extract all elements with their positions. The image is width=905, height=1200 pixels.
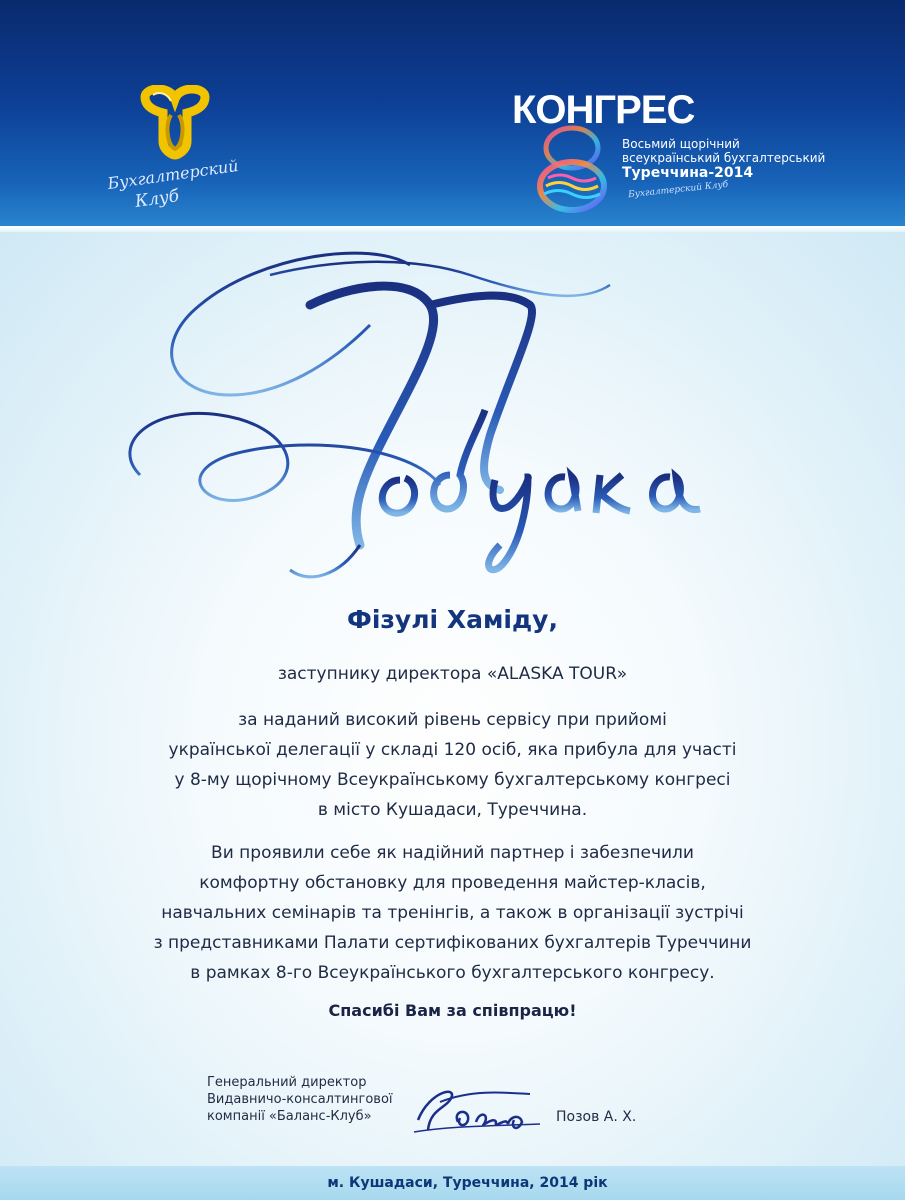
signatory-line: Генеральний директор — [207, 1075, 367, 1090]
congress-line3: Туреччина-2014 — [622, 165, 754, 181]
paragraph-line: української делегації у складі 120 осіб, яка прибула для участі — [168, 740, 737, 760]
handwritten-signature — [410, 1080, 550, 1140]
paragraph-line: в місто Кушадаси, Туреччина. — [317, 800, 588, 820]
signatory-line: компанії «Баланс-Клуб» — [207, 1109, 372, 1124]
paragraph-line: з представниками Палати сертифікованих бухгалтерів Туреччини — [153, 933, 752, 953]
signatory-title — [207, 1074, 393, 1125]
paragraph-partner — [0, 838, 905, 988]
signatory-name: Позов А. Х. — [556, 1109, 637, 1125]
footer-band — [0, 1166, 905, 1200]
paragraph-line: навчальних семінарів та тренінгів, а також в організації зустрічі — [161, 903, 744, 923]
paragraph-line: за наданий високий рівень сервісу при прийомі — [238, 710, 667, 730]
thanks-line: Спасибі Вам за співпрацю! — [328, 1001, 577, 1020]
paragraph-line: Ви проявили себе як надійний партнер і забезпечили — [211, 843, 694, 863]
club-logo-line2: Клуб — [133, 186, 181, 212]
footer-place-date: м. Кушадаси, Туреччина, 2014 рік — [327, 1175, 608, 1191]
signatory-line: Видавничо-консалтингової — [207, 1092, 393, 1107]
paragraph-line: у 8-му щорічному Всеукраїнському бухгалтерському конгресі — [174, 770, 731, 790]
recipient-position: заступнику директора «ALASKA TOUR» — [277, 664, 628, 684]
congress-line2: всеукраїнський бухгалтерський — [622, 151, 826, 165]
svg-text:8: 8 — [571, 164, 573, 165]
club-logo-line1: Бухгалтерский — [106, 155, 240, 194]
congress-line1: Восьмий щорічний — [622, 137, 740, 151]
congress-club-mark: Бухгалтерский Клуб — [627, 179, 729, 201]
recipient-name: Фізулі Хаміду, — [347, 605, 558, 634]
certificate-title — [110, 245, 730, 595]
paragraph-line: комфортну обстановку для проведення майстер-класів, — [199, 873, 706, 893]
buhgalterskiy-klub-logo — [105, 85, 255, 215]
congress-title: КОНГРЕС — [512, 88, 695, 132]
congress-eight-emblem — [532, 124, 612, 214]
rings-icon — [125, 85, 225, 165]
paragraph-service — [0, 705, 905, 825]
congress-logo — [512, 88, 842, 218]
paragraph-line: в рамках 8-го Всеукраїнського бухгалтерського конгресу. — [190, 963, 715, 983]
